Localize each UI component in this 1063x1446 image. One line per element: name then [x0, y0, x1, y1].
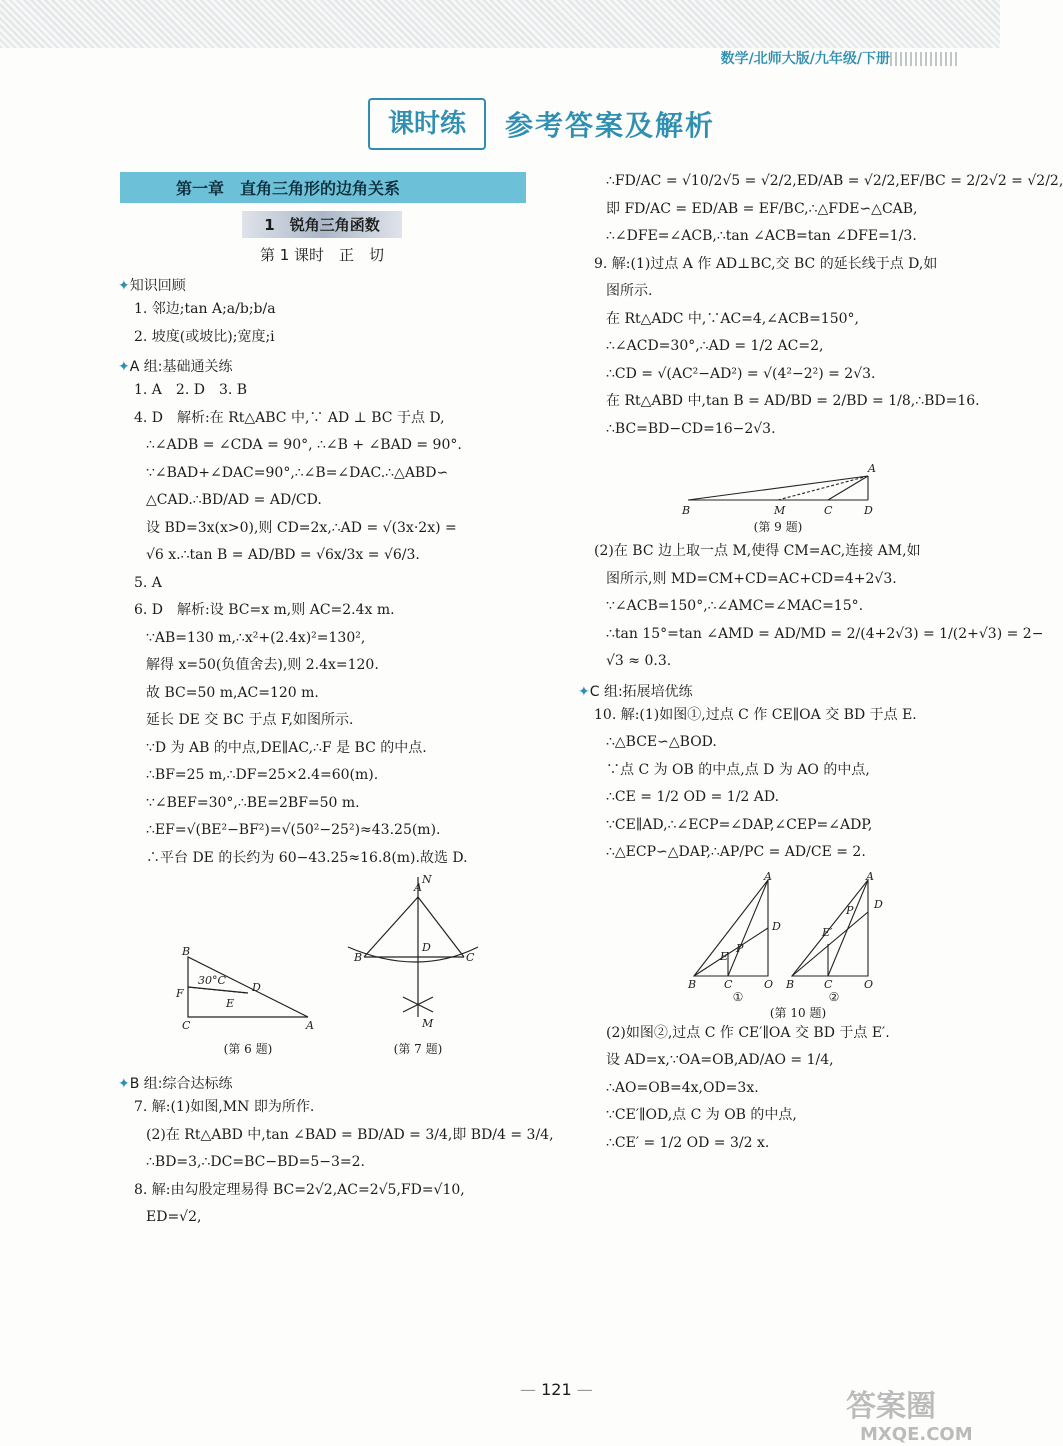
figure-9: [578, 448, 978, 540]
answer-line: ∵∠BAD+∠DAC=90°,∴∠B=∠DAC.∴△ABD∽: [146, 464, 449, 481]
answer-line: ∴EF=√(BE²−BF²)=√(50²−25²)≈43.25(m).: [146, 822, 441, 838]
svg-text:P: P: [736, 941, 744, 955]
svg-text:C: C: [824, 504, 833, 517]
answer-line: 故 BC=50 m,AC=120 m.: [146, 684, 319, 701]
svg-text:B: B: [354, 951, 363, 964]
svg-text:A: A: [764, 869, 772, 883]
answer-line: 即 FD/AC = ED/AB = EF/BC,∴△FDE∽△CAB,: [606, 200, 918, 217]
figures-6-7: [118, 873, 526, 1067]
answer-line: ∴FD/AC = √10/2√5 = √2/2,ED/AB = √2/2,EF/BC = 2/2√2 = √2/2,: [606, 173, 1063, 189]
figure-caption: ①: [732, 989, 744, 1004]
answer-line: (2)在 BC 边上取一点 M,使得 CM=AC,连接 AM,如: [594, 543, 921, 559]
answer-line: 延长 DE 交 BC 于点 F,如图所示.: [146, 712, 354, 728]
answer-line: ∴BF=25 m,∴DF=25×2.4=60(m).: [146, 767, 379, 783]
diamond-icon: ✦: [578, 683, 590, 700]
page-title: 参考答案及解析: [505, 109, 716, 142]
figure-caption: (第 7 题): [393, 1042, 443, 1056]
answer-line: ∵CE∥AD,∴∠ECP=∠DAP,∠CEP=∠ADP,: [606, 816, 873, 833]
answer-line: △CAD.∴BD/AD = AD/CD.: [146, 492, 322, 508]
figure-caption: (第 6 题): [223, 1042, 273, 1056]
answer-line: ∴tan 15°=tan ∠AMD = AD/MD = 2/(4+2√3) = 1/(2+√3) = 2−: [606, 625, 1044, 642]
answer-line: ∵∠ACB=150°,∴∠AMC=∠MAC=15°.: [606, 598, 864, 614]
answer-line: ∴平台 DE 的长约为 60−43.25≈16.8(m).故选 D.: [146, 849, 468, 866]
answer-line: ∴CD = √(AC²−AD²) = √(4²−2²) = 2√3.: [606, 365, 876, 382]
right-column: [578, 170, 1063, 1162]
answer-line: 在 Rt△ADC 中,∵AC=4,∠ACB=150°,: [606, 310, 859, 327]
diamond-icon: ✦: [118, 278, 130, 294]
svg-text:答案圈: 答案圈: [846, 1389, 936, 1424]
svg-text:D: D: [874, 897, 883, 911]
svg-text:A: A: [306, 1019, 314, 1032]
svg-text:B: B: [688, 977, 697, 991]
answer-line: ∵D 为 AB 的中点,DE∥AC,∴F 是 BC 的中点.: [146, 739, 427, 756]
svg-text:M: M: [422, 1017, 434, 1030]
answer-line: √3 ≈ 0.3.: [606, 653, 672, 669]
figure-10: [578, 869, 978, 1022]
watermark-logo: [840, 1380, 1000, 1446]
answer-line: 8. 解:由勾股定理易得 BC=2√2,AC=2√5,FD=√10,: [134, 1181, 465, 1198]
answer-line: ∴CE′ = 1/2 OD = 3/2 x.: [606, 1134, 770, 1151]
svg-text:B: B: [682, 504, 691, 517]
figure-caption: ②: [828, 989, 840, 1004]
figure-caption: (第 10 题): [769, 1005, 827, 1020]
answer-line: 4. D 解析:在 Rt△ABC 中,∵ AD ⊥ BC 于点 D,: [134, 409, 445, 426]
section-heading: 1 锐角三角函数: [242, 211, 402, 238]
answer-line: ∵∠BEF=30°,∴BE=2BF=50 m.: [146, 794, 360, 811]
chapter-heading: 第一章 直角三角形的边角关系: [120, 172, 526, 203]
answer-line: ∴CE = 1/2 OD = 1/2 AD.: [606, 789, 780, 805]
answer-line: 解得 x=50(负值舍去),则 2.4x=120.: [146, 657, 379, 673]
answer-line: 在 Rt△ABD 中,tan B = AD/BD = 2/BD = 1/8,∴BD=16.: [606, 393, 980, 409]
diamond-icon: ✦: [118, 1076, 130, 1092]
svg-text:30°C: 30°C: [198, 974, 226, 987]
svg-text:B: B: [786, 977, 795, 991]
svg-text:D: D: [422, 941, 431, 954]
svg-text:A: A: [866, 869, 874, 883]
answer-line: 设 BD=3x(x>0),则 CD=2x,∴AD = √(3x·2x) =: [146, 519, 457, 536]
page-number: — 121 —: [520, 1380, 593, 1399]
answer-line: 9. 解:(1)过点 A 作 AD⊥BC,交 BC 的延长线于点 D,如: [594, 255, 938, 272]
answer-line: 1. 邻边;tan A;a/b;b/a: [134, 301, 276, 317]
svg-text:C: C: [824, 977, 833, 991]
answer-line: ED=√2,: [146, 1209, 202, 1225]
answer-line: 5. A: [134, 574, 162, 591]
answer-line: 6. D 解析:设 BC=x m,则 AC=2.4x m.: [134, 602, 395, 618]
group-c: ✦C 组:拓展培优练: [578, 683, 693, 700]
answer-line: ∴∠ACD=30°,∴AD = 1/2 AC=2,: [606, 338, 824, 354]
figure-6-7-diagram: [118, 873, 526, 1042]
svg-text:B: B: [182, 945, 191, 958]
svg-text:D: D: [772, 919, 781, 933]
header-decoration: [890, 52, 960, 66]
svg-text:C: C: [724, 977, 733, 991]
answer-line: 10. 解:(1)如图①,过点 C 作 CE∥OA 交 BD 于点 E.: [594, 706, 917, 723]
group-b: ✦B 组:综合达标练: [118, 1076, 233, 1092]
svg-text:P: P: [846, 903, 854, 917]
answer-line: ∴BC=BD−CD=16−2√3.: [606, 420, 776, 437]
svg-text:A: A: [414, 881, 422, 894]
answer-line: ∴△BCE∽△BOD.: [606, 734, 717, 750]
diamond-icon: ✦: [118, 359, 130, 375]
answer-line: ∵点 C 为 OB 的中点,点 D 为 AO 的中点,: [606, 761, 870, 778]
group-a: ✦A 组:基础通关练: [118, 359, 233, 375]
svg-text:O: O: [764, 977, 774, 991]
figure-9-diagram: [578, 448, 978, 520]
left-column: [118, 172, 554, 1237]
svg-text:F: F: [176, 987, 184, 1000]
svg-text:M: M: [774, 504, 786, 517]
answer-line: 1. A 2. D 3. B: [134, 382, 248, 398]
answer-line: ∵AB=130 m,∴x²+(2.4x)²=130²,: [146, 629, 366, 646]
svg-text:E: E: [226, 997, 235, 1010]
answer-line: ∵CE′∥OD,点 C 为 OB 的中点,: [606, 1107, 797, 1123]
svg-text:C: C: [182, 1019, 191, 1032]
svg-text:E′: E′: [822, 925, 833, 939]
badge: 课时练: [368, 98, 486, 150]
group-review: ✦知识回顾: [118, 278, 186, 294]
answer-line: √6 x.∴tan B = AD/BD = √6x/3x = √6/3.: [146, 547, 420, 563]
answer-line: 图所示,则 MD=CM+CD=AC+CD=4+2√3.: [606, 570, 897, 587]
header-texture: [0, 0, 1000, 48]
figure-caption: (第 9 题): [753, 520, 803, 534]
svg-text:D: D: [864, 504, 873, 517]
lesson-heading: 第 1 课时 正 切: [259, 246, 385, 264]
figure-10-diagram: [578, 869, 978, 992]
series-label: 数学/北师大版/九年级/下册: [720, 51, 890, 67]
answer-line: 7. 解:(1)如图,MN 即为所作.: [134, 1099, 315, 1115]
svg-text:O: O: [864, 977, 874, 991]
answer-line: ∴AO=OB=4x,OD=3x.: [606, 1079, 759, 1096]
svg-text:A: A: [868, 462, 876, 475]
answer-line: (2)在 Rt△ABD 中,tan ∠BAD = BD/AD = 3/4,即 BD/4 = 3/4,: [146, 1126, 554, 1143]
answer-line: 图所示.: [606, 283, 653, 299]
svg-text:C: C: [466, 951, 475, 964]
answer-line: 设 AD=x,∵OA=OB,AD/AO = 1/4,: [606, 1052, 834, 1068]
answer-line: ∴△ECP∽△DAP,∴AP/PC = AD/CE = 2.: [606, 844, 866, 860]
answer-line: (2)如图②,过点 C 作 CE′∥OA 交 BD 于点 E′.: [606, 1024, 890, 1041]
svg-text:N: N: [422, 873, 432, 886]
svg-text:E: E: [720, 949, 729, 963]
answer-line: ∴∠ADB = ∠CDA = 90°, ∴∠B + ∠BAD = 90°.: [146, 437, 462, 453]
svg-text:D: D: [252, 981, 261, 994]
svg-text:MXQE.COM: MXQE.COM: [860, 1424, 973, 1445]
answer-line: ∴BD=3,∴DC=BC−BD=5−3=2.: [146, 1154, 365, 1170]
answer-line: ∴∠DFE=∠ACB,∴tan ∠ACB=tan ∠DFE=1/3.: [606, 228, 917, 244]
answer-line: 2. 坡度(或坡比);宽度;i: [134, 328, 275, 345]
